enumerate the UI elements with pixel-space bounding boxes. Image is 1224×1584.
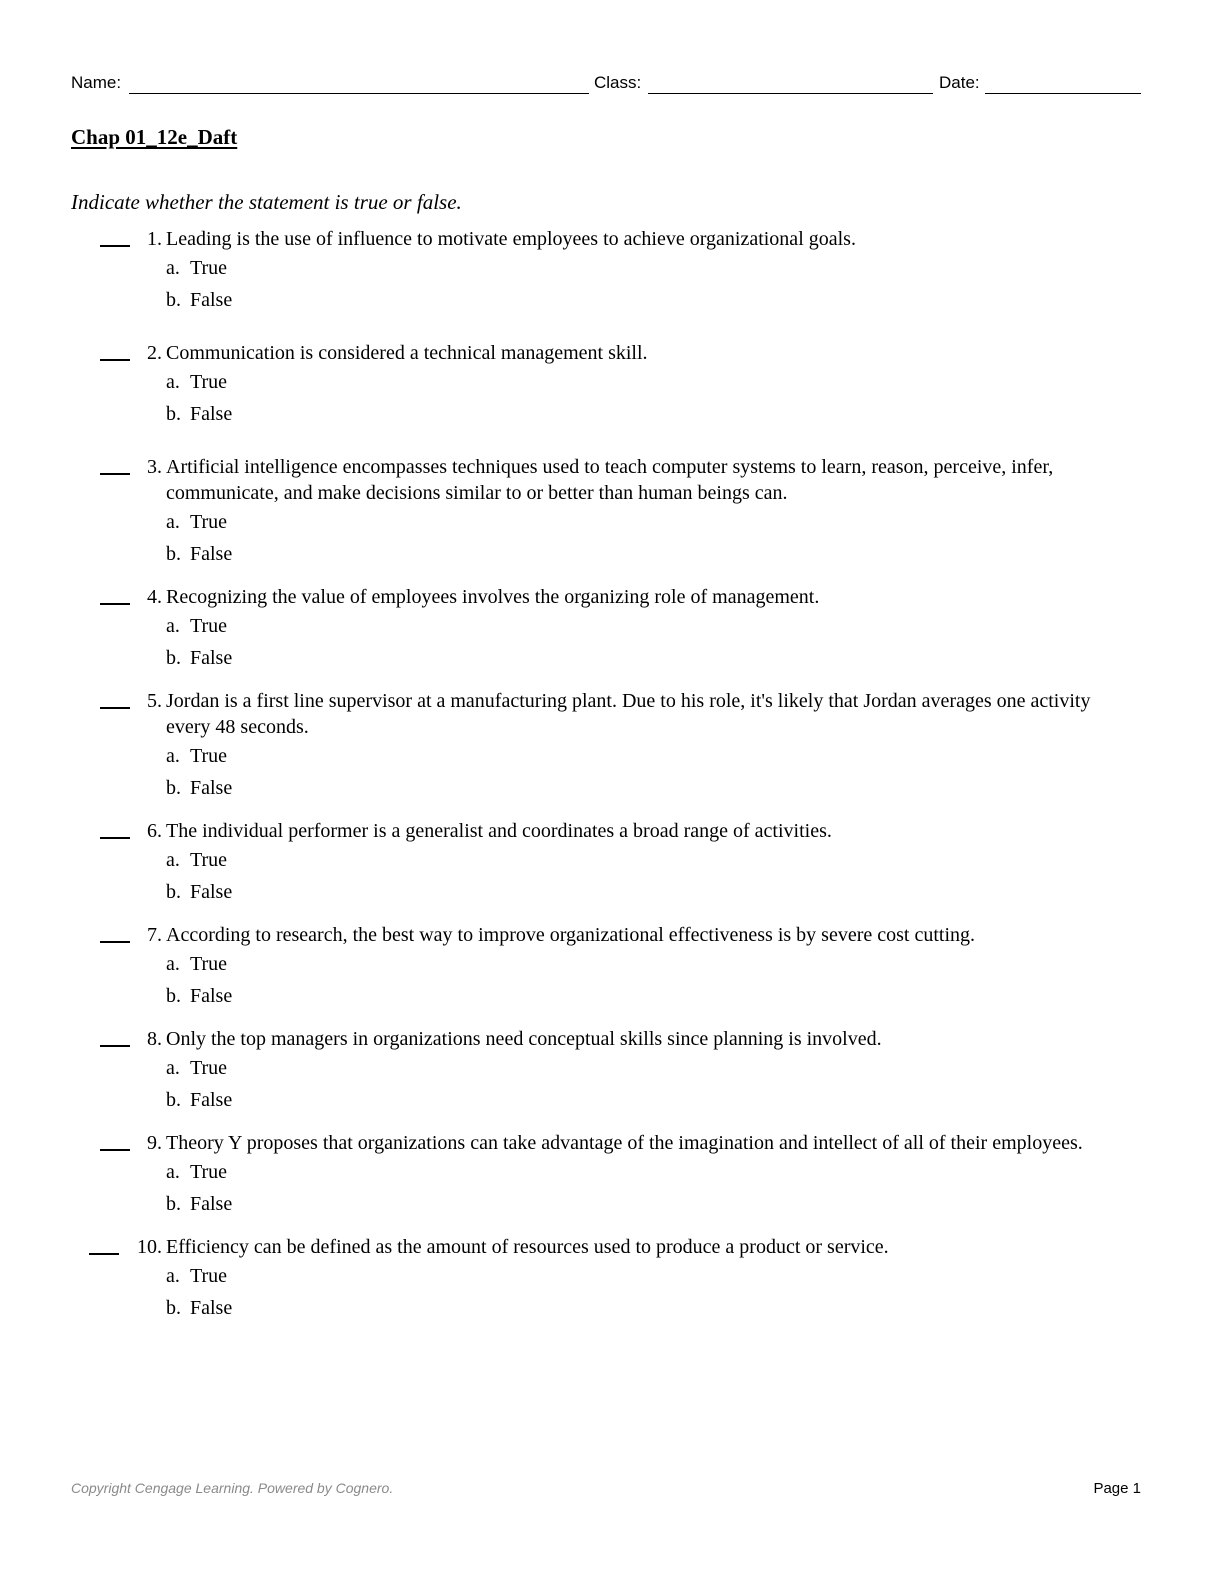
answer-blank[interactable]	[100, 245, 130, 247]
option-text: True	[190, 257, 228, 279]
answer-blank[interactable]	[100, 1045, 130, 1047]
option-letter: b.	[166, 1089, 181, 1111]
answer-blank[interactable]	[100, 359, 130, 361]
question-number: 7.	[147, 924, 162, 946]
option-text: False	[190, 1089, 233, 1111]
answer-blank[interactable]	[100, 707, 130, 709]
answer-option[interactable]	[166, 948, 1224, 980]
answer-option[interactable]	[166, 772, 1224, 804]
answer-option[interactable]	[166, 398, 1224, 430]
option-letter: a.	[166, 1161, 180, 1183]
answer-option[interactable]	[166, 252, 1224, 284]
question-number: 2.	[147, 342, 162, 364]
option-letter: b.	[166, 543, 181, 565]
answer-option[interactable]	[166, 740, 1224, 772]
copyright-text: Copyright Cengage Learning. Powered by Cognero.	[71, 1480, 394, 1496]
question-text: Theory Y proposes that organizations can take advantage of the imagination and intellect of all of their employees.	[166, 1132, 1083, 1154]
question-number: 3.	[147, 456, 162, 478]
question-number: 6.	[147, 820, 162, 842]
date-label: Date:	[939, 73, 980, 92]
answer-option[interactable]	[166, 506, 1224, 538]
answer-option[interactable]	[166, 642, 1224, 674]
option-letter: b.	[166, 1193, 181, 1215]
option-letter: b.	[166, 289, 181, 311]
option-letter: b.	[166, 403, 181, 425]
option-text: True	[190, 1265, 228, 1287]
option-text: False	[190, 647, 233, 669]
option-letter: a.	[166, 849, 180, 871]
question-number: 8.	[147, 1028, 162, 1050]
instructions-text: Indicate whether the statement is true or false.	[71, 190, 462, 214]
answer-blank[interactable]	[89, 1253, 119, 1255]
question-text: Recognizing the value of employees involves the organizing role of management.	[166, 586, 820, 608]
question-item	[0, 1130, 1224, 1220]
answer-option[interactable]	[166, 538, 1224, 570]
answer-option[interactable]	[166, 1188, 1224, 1220]
question-text: According to research, the best way to improve organizational effectiveness is by severe cost cutting.	[166, 924, 975, 946]
page-number: Page 1	[1093, 1480, 1141, 1497]
option-text: True	[190, 1057, 228, 1079]
answer-option[interactable]	[166, 610, 1224, 642]
question-number: 5.	[147, 690, 162, 712]
answer-blank[interactable]	[100, 603, 130, 605]
option-letter: a.	[166, 371, 180, 393]
name-label: Name:	[71, 73, 122, 92]
option-letter: a.	[166, 1265, 180, 1287]
answer-option[interactable]	[166, 1052, 1224, 1084]
question-text: Efficiency can be defined as the amount of resources used to produce a product or service.	[166, 1236, 889, 1258]
question-item	[0, 922, 1224, 1012]
option-text: True	[190, 511, 228, 533]
question-text: Artificial intelligence encompasses techniques used to teach computer systems to learn, reason, perceive, infer, communicate, and make decisions similar to or better than human beings can.	[166, 456, 1054, 504]
option-text: False	[190, 289, 233, 311]
option-text: True	[190, 849, 228, 871]
answer-option[interactable]	[166, 284, 1224, 316]
student-info-header	[71, 73, 1141, 97]
question-item	[0, 1026, 1224, 1116]
answer-option[interactable]	[166, 1292, 1224, 1324]
option-text: False	[190, 1297, 233, 1319]
question-text: Leading is the use of influence to motivate employees to achieve organizational goals.	[166, 228, 856, 250]
question-list	[0, 226, 1224, 1324]
question-number: 10.	[137, 1236, 162, 1258]
answer-option[interactable]	[166, 1260, 1224, 1292]
question-item	[0, 454, 1224, 570]
answer-option[interactable]	[166, 876, 1224, 908]
option-text: False	[190, 543, 233, 565]
option-text: True	[190, 745, 228, 767]
question-item	[0, 226, 1224, 316]
option-letter: b.	[166, 647, 181, 669]
question-text: Communication is considered a technical management skill.	[166, 342, 648, 364]
option-text: True	[190, 1161, 228, 1183]
class-label: Class:	[594, 73, 642, 92]
question-item	[0, 584, 1224, 674]
question-item	[0, 688, 1224, 804]
question-number: 9.	[147, 1132, 162, 1154]
question-number: 1.	[147, 228, 162, 250]
question-text: Jordan is a first line supervisor at a manufacturing plant. Due to his role, it's likely that Jordan averages one activity every 48 seconds.	[166, 690, 1091, 738]
option-text: True	[190, 953, 228, 975]
option-text: False	[190, 1193, 233, 1215]
date-field-line[interactable]	[985, 93, 1141, 94]
option-text: True	[190, 615, 228, 637]
option-letter: a.	[166, 615, 180, 637]
option-letter: a.	[166, 953, 180, 975]
answer-option[interactable]	[166, 980, 1224, 1012]
option-letter: b.	[166, 1297, 181, 1319]
option-text: False	[190, 985, 233, 1007]
answer-blank[interactable]	[100, 1149, 130, 1151]
option-text: False	[190, 777, 233, 799]
option-letter: a.	[166, 257, 180, 279]
answer-option[interactable]	[166, 1156, 1224, 1188]
question-text: The individual performer is a generalist and coordinates a broad range of activities.	[166, 820, 832, 842]
option-letter: a.	[166, 745, 180, 767]
question-item	[0, 818, 1224, 908]
question-item	[0, 1234, 1224, 1324]
answer-option[interactable]	[166, 1084, 1224, 1116]
option-text: True	[190, 371, 228, 393]
question-number: 4.	[147, 586, 162, 608]
answer-option[interactable]	[166, 844, 1224, 876]
option-letter: a.	[166, 1057, 180, 1079]
class-field-line[interactable]	[648, 93, 933, 94]
question-item	[0, 340, 1224, 430]
option-text: False	[190, 403, 233, 425]
option-letter: b.	[166, 777, 181, 799]
document-title: Chap 01_12e_Daft	[71, 125, 238, 149]
name-field-line[interactable]	[129, 93, 589, 94]
option-letter: a.	[166, 511, 180, 533]
answer-blank[interactable]	[100, 837, 130, 839]
question-text: Only the top managers in organizations need conceptual skills since planning is involved.	[166, 1028, 882, 1050]
option-text: False	[190, 881, 233, 903]
answer-blank[interactable]	[100, 473, 130, 475]
answer-blank[interactable]	[100, 941, 130, 943]
option-letter: b.	[166, 881, 181, 903]
answer-option[interactable]	[166, 366, 1224, 398]
option-letter: b.	[166, 985, 181, 1007]
